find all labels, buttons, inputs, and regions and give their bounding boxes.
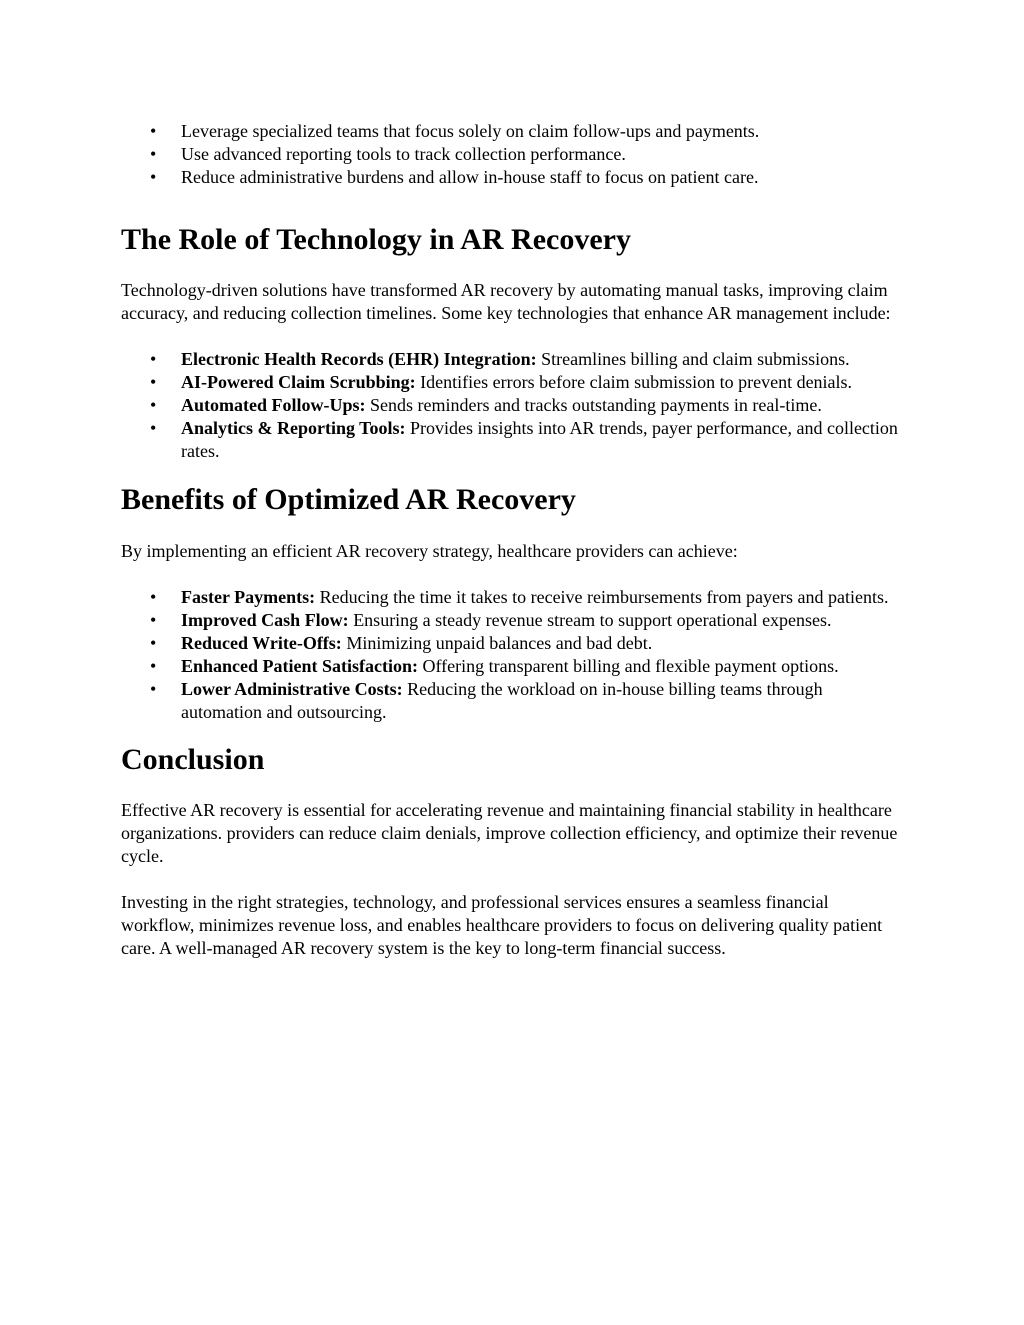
list-item-desc: Provides insights into AR trends, payer performance, and collection rates.: [181, 418, 898, 461]
section-heading-conclusion: Conclusion: [121, 743, 265, 776]
conclusion-paragraph-1: Effective AR recovery is essential for accelerating revenue and maintaining financial stability in healthcare organizations. providers can reduce claim denials, improve collection efficiency, and optimize their revenue cycle.: [121, 800, 898, 866]
list-item: • Leverage specialized teams that focus solely on claim follow-ups and payments.: [181, 120, 904, 143]
list-item-term: Faster Payments:: [181, 587, 316, 607]
intro-bullet-list: [121, 120, 904, 189]
list-item-term: Automated Follow-Ups:: [181, 395, 366, 415]
list-item: [181, 371, 904, 394]
list-item-term: Analytics & Reporting Tools:: [181, 418, 406, 438]
list-item: [181, 609, 904, 632]
list-item: • Reduce administrative burdens and allow in-house staff to focus on patient care.: [181, 166, 904, 189]
list-item-term: Reduced Write-Offs:: [181, 633, 342, 653]
section-heading-technology: The Role of Technology in AR Recovery: [121, 223, 631, 256]
list-item-desc: Identifies errors before claim submission to prevent denials.: [415, 372, 853, 392]
list-item-term: AI-Powered Claim Scrubbing:: [181, 372, 416, 392]
list-item-term: Electronic Health Records (EHR) Integration:: [181, 349, 537, 369]
list-item-desc: Sends reminders and tracks outstanding payments in real-time.: [365, 395, 822, 415]
list-item-term: Lower Administrative Costs:: [181, 679, 403, 699]
list-item: [181, 417, 904, 463]
list-item-desc: Ensuring a steady revenue stream to support operational expenses.: [348, 610, 832, 630]
list-item-term: Enhanced Patient Satisfaction:: [181, 656, 419, 676]
list-item-desc: Minimizing unpaid balances and bad debt.: [341, 633, 653, 653]
list-item: [181, 348, 904, 371]
technology-paragraph: Technology-driven solutions have transformed AR recovery by automating manual tasks, improving claim accuracy, and reducing collection timelines. Some key technologies that enhance AR management include:: [121, 280, 891, 323]
list-item: [181, 655, 904, 678]
list-item: [181, 678, 904, 724]
technology-bullet-list: [121, 348, 904, 463]
list-item: [181, 632, 904, 655]
benefits-bullet-list: [121, 586, 904, 724]
list-item: [181, 394, 904, 417]
list-item-desc: Reducing the workload on in-house billing teams through automation and outsourcing.: [181, 679, 823, 722]
list-item-desc: Streamlines billing and claim submissions.: [536, 349, 850, 369]
conclusion-paragraph-2: Investing in the right strategies, technology, and professional services ensures a seamless financial workflow, minimizes revenue loss, and enables healthcare providers to focus on delivering quality patient care. A well-managed AR recovery system is the key to long-term financial success.: [121, 892, 883, 958]
list-item-desc: Offering transparent billing and flexible payment options.: [418, 656, 839, 676]
list-item: • Use advanced reporting tools to track collection performance.: [181, 143, 904, 166]
list-item: [181, 586, 904, 609]
benefits-paragraph: By implementing an efficient AR recovery strategy, healthcare providers can achieve:: [121, 541, 738, 561]
list-item-desc: Reducing the time it takes to receive reimbursements from payers and patients.: [315, 587, 889, 607]
list-item-term: Improved Cash Flow:: [181, 610, 349, 630]
section-heading-benefits: Benefits of Optimized AR Recovery: [121, 483, 576, 516]
